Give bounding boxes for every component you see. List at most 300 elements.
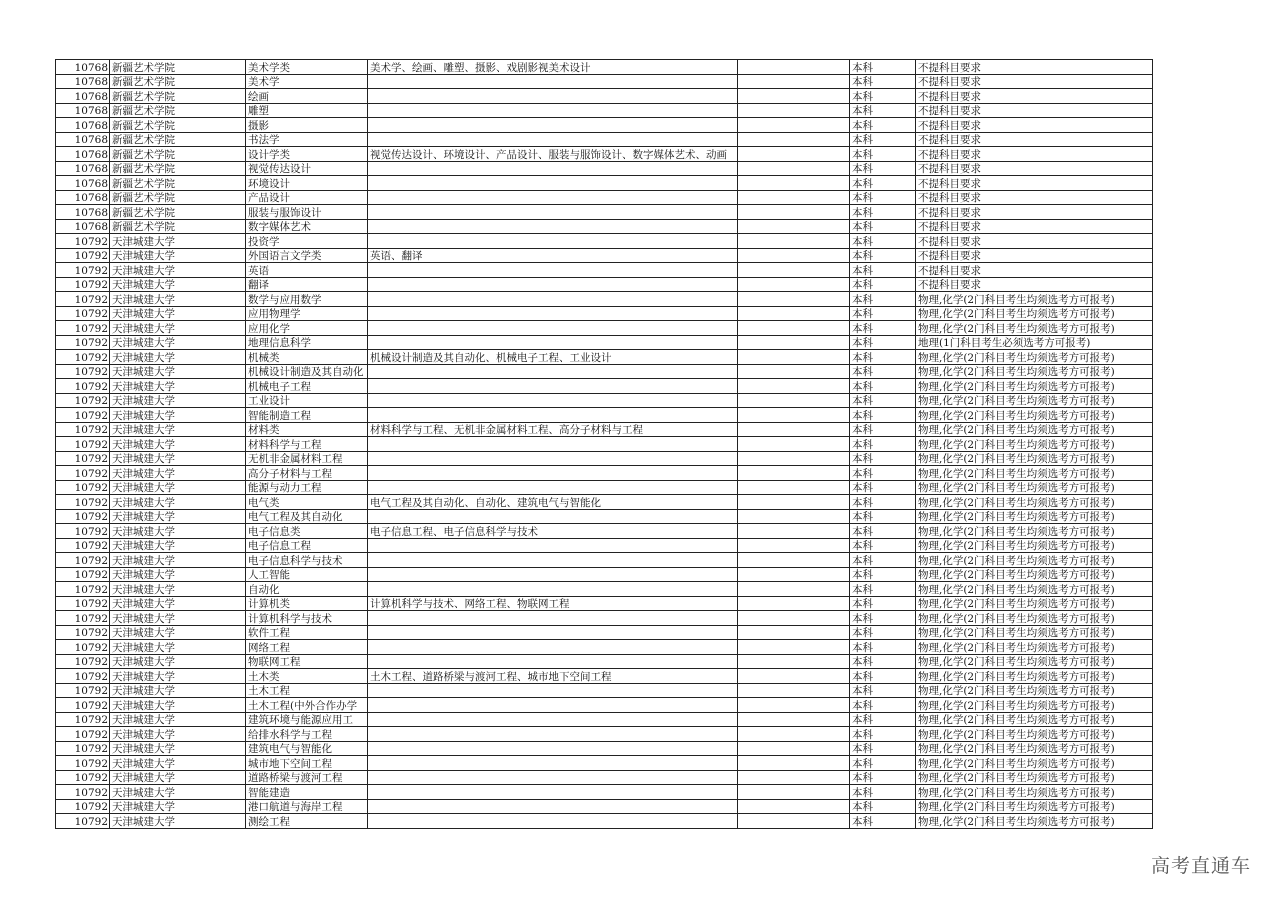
- level-cell: 本科: [850, 205, 916, 220]
- level-cell: 本科: [850, 611, 916, 626]
- major-cell: 美术学类: [246, 60, 368, 75]
- level-cell: 本科: [850, 451, 916, 466]
- blank-cell: [738, 741, 850, 756]
- table-row: [56, 756, 1153, 771]
- table-row: [56, 335, 1153, 350]
- included-majors-cell: 美术学、绘画、雕塑、摄影、戏剧影视美术设计: [368, 60, 738, 75]
- school-name-cell: 天津城建大学: [110, 770, 246, 785]
- subject-requirement-cell: 物理,化学(2门科目考生均须选考方可报考): [916, 524, 1153, 539]
- major-cell: 计算机科学与技术: [246, 611, 368, 626]
- subject-requirement-cell: 不提科目要求: [916, 234, 1153, 249]
- included-majors-cell: [368, 451, 738, 466]
- school-code-cell: 10792: [56, 379, 110, 394]
- blank-cell: [738, 60, 850, 75]
- school-name-cell: 天津城建大学: [110, 509, 246, 524]
- subject-requirement-cell: 物理,化学(2门科目考生均须选考方可报考): [916, 451, 1153, 466]
- included-majors-cell: [368, 364, 738, 379]
- school-name-cell: 天津城建大学: [110, 567, 246, 582]
- major-cell: 道路桥梁与渡河工程: [246, 770, 368, 785]
- blank-cell: [738, 118, 850, 133]
- major-cell: 材料科学与工程: [246, 437, 368, 452]
- school-name-cell: 新疆艺术学院: [110, 89, 246, 104]
- major-cell: 外国语言文学类: [246, 248, 368, 263]
- subject-requirement-cell: 物理,化学(2门科目考生均须选考方可报考): [916, 625, 1153, 640]
- level-cell: 本科: [850, 161, 916, 176]
- table-row: [56, 161, 1153, 176]
- table-row: [56, 350, 1153, 365]
- subject-requirement-cell: 物理,化学(2门科目考生均须选考方可报考): [916, 350, 1153, 365]
- major-cell: 工业设计: [246, 393, 368, 408]
- school-code-cell: 10792: [56, 538, 110, 553]
- major-cell: 电子信息类: [246, 524, 368, 539]
- major-cell: 电气类: [246, 495, 368, 510]
- school-code-cell: 10792: [56, 248, 110, 263]
- blank-cell: [738, 350, 850, 365]
- blank-cell: [738, 582, 850, 597]
- table-row: [56, 451, 1153, 466]
- level-cell: 本科: [850, 727, 916, 742]
- included-majors-cell: [368, 712, 738, 727]
- major-cell: 网络工程: [246, 640, 368, 655]
- subject-requirement-cell: 不提科目要求: [916, 176, 1153, 191]
- subject-requirement-cell: 物理,化学(2门科目考生均须选考方可报考): [916, 321, 1153, 336]
- included-majors-cell: [368, 814, 738, 829]
- school-name-cell: 新疆艺术学院: [110, 60, 246, 75]
- school-code-cell: 10768: [56, 190, 110, 205]
- level-cell: 本科: [850, 495, 916, 510]
- blank-cell: [738, 248, 850, 263]
- school-name-cell: 新疆艺术学院: [110, 132, 246, 147]
- blank-cell: [738, 712, 850, 727]
- blank-cell: [738, 306, 850, 321]
- included-majors-cell: [368, 640, 738, 655]
- table-row: [56, 509, 1153, 524]
- included-majors-cell: [368, 234, 738, 249]
- subject-requirement-cell: 物理,化学(2门科目考生均须选考方可报考): [916, 495, 1153, 510]
- blank-cell: [738, 451, 850, 466]
- school-name-cell: 天津城建大学: [110, 292, 246, 307]
- table-row: [56, 770, 1153, 785]
- blank-cell: [738, 422, 850, 437]
- major-cell: 高分子材料与工程: [246, 466, 368, 481]
- table-row: [56, 814, 1153, 829]
- major-cell: 应用物理学: [246, 306, 368, 321]
- included-majors-cell: 电气工程及其自动化、自动化、建筑电气与智能化: [368, 495, 738, 510]
- school-name-cell: 天津城建大学: [110, 814, 246, 829]
- subject-requirement-cell: 物理,化学(2门科目考生均须选考方可报考): [916, 364, 1153, 379]
- level-cell: 本科: [850, 364, 916, 379]
- school-name-cell: 天津城建大学: [110, 553, 246, 568]
- school-name-cell: 新疆艺术学院: [110, 118, 246, 133]
- school-name-cell: 天津城建大学: [110, 495, 246, 510]
- school-name-cell: 新疆艺术学院: [110, 176, 246, 191]
- school-name-cell: 新疆艺术学院: [110, 74, 246, 89]
- subject-requirement-cell: 不提科目要求: [916, 118, 1153, 133]
- subject-requirement-cell: 物理,化学(2门科目考生均须选考方可报考): [916, 654, 1153, 669]
- table-row: [56, 205, 1153, 220]
- school-code-cell: 10792: [56, 306, 110, 321]
- school-code-cell: 10792: [56, 654, 110, 669]
- level-cell: 本科: [850, 625, 916, 640]
- level-cell: 本科: [850, 466, 916, 481]
- subject-requirement-cell: 物理,化学(2门科目考生均须选考方可报考): [916, 770, 1153, 785]
- school-code-cell: 10792: [56, 683, 110, 698]
- table-row: [56, 698, 1153, 713]
- blank-cell: [738, 393, 850, 408]
- school-code-cell: 10792: [56, 393, 110, 408]
- blank-cell: [738, 89, 850, 104]
- level-cell: 本科: [850, 814, 916, 829]
- blank-cell: [738, 161, 850, 176]
- included-majors-cell: 土木工程、道路桥梁与渡河工程、城市地下空间工程: [368, 669, 738, 684]
- school-name-cell: 天津城建大学: [110, 654, 246, 669]
- table-row: [56, 640, 1153, 655]
- subject-requirement-cell: 物理,化学(2门科目考生均须选考方可报考): [916, 509, 1153, 524]
- blank-cell: [738, 814, 850, 829]
- table-row: [56, 219, 1153, 234]
- blank-cell: [738, 495, 850, 510]
- level-cell: 本科: [850, 89, 916, 104]
- school-code-cell: 10792: [56, 756, 110, 771]
- blank-cell: [738, 219, 850, 234]
- school-name-cell: 天津城建大学: [110, 524, 246, 539]
- included-majors-cell: [368, 567, 738, 582]
- school-code-cell: 10792: [56, 234, 110, 249]
- level-cell: 本科: [850, 683, 916, 698]
- school-name-cell: 天津城建大学: [110, 741, 246, 756]
- school-code-cell: 10792: [56, 611, 110, 626]
- school-code-cell: 10768: [56, 103, 110, 118]
- level-cell: 本科: [850, 292, 916, 307]
- school-code-cell: 10792: [56, 582, 110, 597]
- blank-cell: [738, 669, 850, 684]
- table-row: [56, 277, 1153, 292]
- blank-cell: [738, 364, 850, 379]
- blank-cell: [738, 147, 850, 162]
- major-cell: 服装与服饰设计: [246, 205, 368, 220]
- table-row: [56, 292, 1153, 307]
- included-majors-cell: [368, 321, 738, 336]
- school-code-cell: 10768: [56, 74, 110, 89]
- subject-requirement-cell: 物理,化学(2门科目考生均须选考方可报考): [916, 785, 1153, 800]
- subject-requirement-cell: 物理,化学(2门科目考生均须选考方可报考): [916, 408, 1153, 423]
- subject-requirement-cell: 物理,化学(2门科目考生均须选考方可报考): [916, 712, 1153, 727]
- included-majors-cell: [368, 306, 738, 321]
- school-code-cell: 10792: [56, 596, 110, 611]
- level-cell: 本科: [850, 147, 916, 162]
- level-cell: 本科: [850, 567, 916, 582]
- school-code-cell: 10792: [56, 422, 110, 437]
- level-cell: 本科: [850, 553, 916, 568]
- included-majors-cell: [368, 379, 738, 394]
- school-code-cell: 10792: [56, 799, 110, 814]
- included-majors-cell: [368, 190, 738, 205]
- level-cell: 本科: [850, 509, 916, 524]
- level-cell: 本科: [850, 176, 916, 191]
- school-name-cell: 天津城建大学: [110, 234, 246, 249]
- major-cell: 能源与动力工程: [246, 480, 368, 495]
- subject-requirement-cell: 物理,化学(2门科目考生均须选考方可报考): [916, 727, 1153, 742]
- school-name-cell: 天津城建大学: [110, 727, 246, 742]
- school-name-cell: 新疆艺术学院: [110, 219, 246, 234]
- table-row: [56, 741, 1153, 756]
- subject-requirement-cell: 不提科目要求: [916, 132, 1153, 147]
- blank-cell: [738, 335, 850, 350]
- school-name-cell: 新疆艺术学院: [110, 205, 246, 220]
- table-row: [56, 321, 1153, 336]
- level-cell: 本科: [850, 74, 916, 89]
- enrollment-table: [55, 59, 1153, 829]
- table-row: [56, 567, 1153, 582]
- level-cell: 本科: [850, 103, 916, 118]
- table-row: [56, 625, 1153, 640]
- included-majors-cell: [368, 118, 738, 133]
- subject-requirement-cell: 物理,化学(2门科目考生均须选考方可报考): [916, 640, 1153, 655]
- major-cell: 投资学: [246, 234, 368, 249]
- school-name-cell: 天津城建大学: [110, 756, 246, 771]
- included-majors-cell: [368, 292, 738, 307]
- included-majors-cell: [368, 727, 738, 742]
- included-majors-cell: 机械设计制造及其自动化、机械电子工程、工业设计: [368, 350, 738, 365]
- table-row: [56, 524, 1153, 539]
- included-majors-cell: 英语、翻译: [368, 248, 738, 263]
- table-row: [56, 582, 1153, 597]
- table-row: [56, 408, 1153, 423]
- school-code-cell: 10792: [56, 567, 110, 582]
- major-cell: 书法学: [246, 132, 368, 147]
- included-majors-cell: [368, 756, 738, 771]
- blank-cell: [738, 799, 850, 814]
- included-majors-cell: [368, 770, 738, 785]
- subject-requirement-cell: 物理,化学(2门科目考生均须选考方可报考): [916, 756, 1153, 771]
- blank-cell: [738, 683, 850, 698]
- table-row: [56, 611, 1153, 626]
- table-row: [56, 683, 1153, 698]
- subject-requirement-cell: 物理,化学(2门科目考生均须选考方可报考): [916, 437, 1153, 452]
- major-cell: 雕塑: [246, 103, 368, 118]
- major-cell: 翻译: [246, 277, 368, 292]
- included-majors-cell: 计算机科学与技术、网络工程、物联网工程: [368, 596, 738, 611]
- blank-cell: [738, 466, 850, 481]
- table-row: [56, 248, 1153, 263]
- school-code-cell: 10792: [56, 495, 110, 510]
- school-code-cell: 10792: [56, 364, 110, 379]
- school-code-cell: 10792: [56, 553, 110, 568]
- table-row: [56, 89, 1153, 104]
- blank-cell: [738, 756, 850, 771]
- blank-cell: [738, 698, 850, 713]
- school-name-cell: 天津城建大学: [110, 466, 246, 481]
- level-cell: 本科: [850, 596, 916, 611]
- subject-requirement-cell: 不提科目要求: [916, 248, 1153, 263]
- table-row: [56, 74, 1153, 89]
- table-row: [56, 799, 1153, 814]
- table-row: [56, 306, 1153, 321]
- level-cell: 本科: [850, 350, 916, 365]
- school-name-cell: 天津城建大学: [110, 640, 246, 655]
- major-cell: 智能制造工程: [246, 408, 368, 423]
- included-majors-cell: [368, 89, 738, 104]
- table-row: [56, 480, 1153, 495]
- school-name-cell: 天津城建大学: [110, 625, 246, 640]
- subject-requirement-cell: 物理,化学(2门科目考生均须选考方可报考): [916, 538, 1153, 553]
- school-code-cell: 10768: [56, 89, 110, 104]
- major-cell: 计算机类: [246, 596, 368, 611]
- level-cell: 本科: [850, 60, 916, 75]
- table-row: [56, 495, 1153, 510]
- school-name-cell: 天津城建大学: [110, 596, 246, 611]
- school-name-cell: 新疆艺术学院: [110, 190, 246, 205]
- level-cell: 本科: [850, 393, 916, 408]
- included-majors-cell: [368, 161, 738, 176]
- subject-requirement-cell: 物理,化学(2门科目考生均须选考方可报考): [916, 292, 1153, 307]
- subject-requirement-cell: 物理,化学(2门科目考生均须选考方可报考): [916, 466, 1153, 481]
- level-cell: 本科: [850, 118, 916, 133]
- included-majors-cell: [368, 785, 738, 800]
- level-cell: 本科: [850, 335, 916, 350]
- school-name-cell: 天津城建大学: [110, 422, 246, 437]
- level-cell: 本科: [850, 219, 916, 234]
- included-majors-cell: [368, 408, 738, 423]
- subject-requirement-cell: 不提科目要求: [916, 205, 1153, 220]
- school-code-cell: 10792: [56, 437, 110, 452]
- included-majors-cell: [368, 176, 738, 191]
- major-cell: 物联网工程: [246, 654, 368, 669]
- included-majors-cell: [368, 553, 738, 568]
- school-name-cell: 天津城建大学: [110, 321, 246, 336]
- school-code-cell: 10792: [56, 727, 110, 742]
- included-majors-cell: [368, 219, 738, 234]
- school-name-cell: 天津城建大学: [110, 437, 246, 452]
- major-cell: 视觉传达设计: [246, 161, 368, 176]
- blank-cell: [738, 437, 850, 452]
- school-name-cell: 天津城建大学: [110, 611, 246, 626]
- level-cell: 本科: [850, 480, 916, 495]
- subject-requirement-cell: 物理,化学(2门科目考生均须选考方可报考): [916, 480, 1153, 495]
- school-name-cell: 天津城建大学: [110, 698, 246, 713]
- subject-requirement-cell: 不提科目要求: [916, 263, 1153, 278]
- table-row: [56, 393, 1153, 408]
- school-code-cell: 10792: [56, 321, 110, 336]
- table-row: [56, 263, 1153, 278]
- table-row: [56, 669, 1153, 684]
- major-cell: 设计学类: [246, 147, 368, 162]
- included-majors-cell: [368, 103, 738, 118]
- blank-cell: [738, 263, 850, 278]
- major-cell: 给排水科学与工程: [246, 727, 368, 742]
- blank-cell: [738, 770, 850, 785]
- major-cell: 环境设计: [246, 176, 368, 191]
- subject-requirement-cell: 物理,化学(2门科目考生均须选考方可报考): [916, 799, 1153, 814]
- included-majors-cell: [368, 799, 738, 814]
- table-row: [56, 727, 1153, 742]
- blank-cell: [738, 292, 850, 307]
- included-majors-cell: [368, 132, 738, 147]
- school-code-cell: 10792: [56, 814, 110, 829]
- major-cell: 应用化学: [246, 321, 368, 336]
- level-cell: 本科: [850, 654, 916, 669]
- school-code-cell: 10792: [56, 263, 110, 278]
- blank-cell: [738, 785, 850, 800]
- school-code-cell: 10792: [56, 466, 110, 481]
- included-majors-cell: [368, 582, 738, 597]
- table-row: [56, 596, 1153, 611]
- school-name-cell: 天津城建大学: [110, 538, 246, 553]
- level-cell: 本科: [850, 234, 916, 249]
- subject-requirement-cell: 地理(1门科目考生必须选考方可报考): [916, 335, 1153, 350]
- subject-requirement-cell: 不提科目要求: [916, 103, 1153, 118]
- blank-cell: [738, 538, 850, 553]
- included-majors-cell: [368, 625, 738, 640]
- subject-requirement-cell: 不提科目要求: [916, 190, 1153, 205]
- major-cell: 自动化: [246, 582, 368, 597]
- subject-requirement-cell: 物理,化学(2门科目考生均须选考方可报考): [916, 393, 1153, 408]
- school-name-cell: 天津城建大学: [110, 408, 246, 423]
- blank-cell: [738, 480, 850, 495]
- subject-requirement-cell: 物理,化学(2门科目考生均须选考方可报考): [916, 611, 1153, 626]
- major-cell: 数字媒体艺术: [246, 219, 368, 234]
- major-cell: 机械电子工程: [246, 379, 368, 394]
- blank-cell: [738, 567, 850, 582]
- school-name-cell: 天津城建大学: [110, 712, 246, 727]
- table-row: [56, 190, 1153, 205]
- school-code-cell: 10792: [56, 741, 110, 756]
- school-name-cell: 天津城建大学: [110, 480, 246, 495]
- major-cell: 无机非金属材料工程: [246, 451, 368, 466]
- school-name-cell: 天津城建大学: [110, 393, 246, 408]
- major-cell: 机械类: [246, 350, 368, 365]
- school-code-cell: 10792: [56, 712, 110, 727]
- major-cell: 智能建造: [246, 785, 368, 800]
- major-cell: 土木类: [246, 669, 368, 684]
- school-code-cell: 10792: [56, 669, 110, 684]
- school-name-cell: 新疆艺术学院: [110, 103, 246, 118]
- blank-cell: [738, 727, 850, 742]
- included-majors-cell: [368, 393, 738, 408]
- school-name-cell: 天津城建大学: [110, 306, 246, 321]
- subject-requirement-cell: 物理,化学(2门科目考生均须选考方可报考): [916, 306, 1153, 321]
- level-cell: 本科: [850, 524, 916, 539]
- level-cell: 本科: [850, 698, 916, 713]
- school-name-cell: 天津城建大学: [110, 582, 246, 597]
- subject-requirement-cell: 不提科目要求: [916, 147, 1153, 162]
- watermark: 高考直通车: [1150, 855, 1251, 877]
- school-name-cell: 天津城建大学: [110, 335, 246, 350]
- blank-cell: [738, 234, 850, 249]
- included-majors-cell: [368, 205, 738, 220]
- subject-requirement-cell: 物理,化学(2门科目考生均须选考方可报考): [916, 553, 1153, 568]
- school-code-cell: 10768: [56, 147, 110, 162]
- major-cell: 英语: [246, 263, 368, 278]
- school-code-cell: 10792: [56, 277, 110, 292]
- table-row: [56, 60, 1153, 75]
- blank-cell: [738, 103, 850, 118]
- table-row: [56, 234, 1153, 249]
- major-cell: 电子信息工程: [246, 538, 368, 553]
- major-cell: 数学与应用数学: [246, 292, 368, 307]
- major-cell: 电子信息科学与技术: [246, 553, 368, 568]
- table-row: [56, 176, 1153, 191]
- major-cell: 美术学: [246, 74, 368, 89]
- included-majors-cell: [368, 538, 738, 553]
- subject-requirement-cell: 物理,化学(2门科目考生均须选考方可报考): [916, 741, 1153, 756]
- school-code-cell: 10768: [56, 219, 110, 234]
- blank-cell: [738, 509, 850, 524]
- table-row: [56, 103, 1153, 118]
- school-code-cell: 10768: [56, 161, 110, 176]
- included-majors-cell: [368, 466, 738, 481]
- included-majors-cell: [368, 509, 738, 524]
